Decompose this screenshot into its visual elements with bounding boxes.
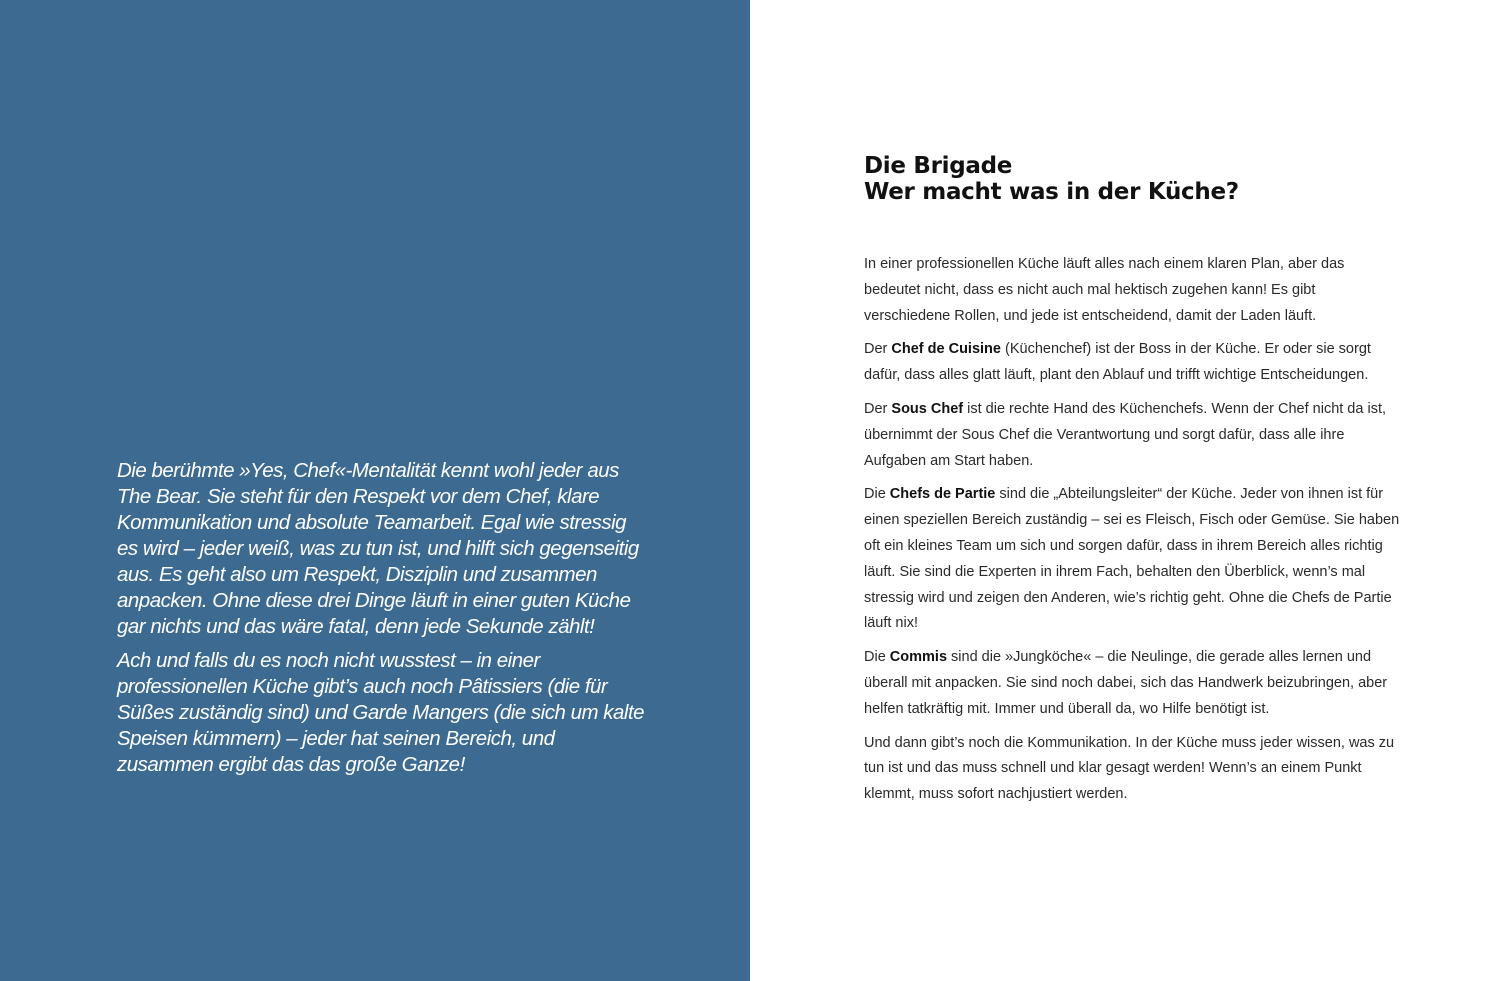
role-term: Commis: [889, 649, 948, 666]
role-prefix: Die: [864, 486, 890, 503]
role-text: ist die rechte Hand des Küchenchefs. Wenn der Chef nicht da ist, übernimmt der Sous Chef die Verantwortung und sorgt dafür, dass alle ihre Aufgaben am Start haben.: [864, 400, 1386, 469]
intro-paragraph: In einer professionellen Küche läuft alles nach einem klaren Plan, aber das bedeutet nicht, dass es nicht auch mal hektisch zugehen kann! Es gibt verschiedene Rollen, und jede ist entscheidend, damit der Laden läuft.: [864, 256, 1345, 324]
closing-paragraph: Und dann gibt’s noch die Kommunikation. In der Küche muss jeder wissen, was zu tun ist und das muss schnell und klar gesagt werden! Wenn’s an einem Punkt klemmt, muss sofort nachjustiert werden.: [864, 734, 1395, 803]
role-prefix: Der: [864, 341, 892, 358]
role-text: sind die »Jungköche« – die Neulinge, die gerade alles lernen und überall mit anpacken. Sie sind noch dabei, sich das Handwerk beizubringen, aber helfen tatkräftig mit. Immer und überall da, wo Hilfe benötigt ist.: [864, 649, 1388, 717]
role-paragraph-chefs-de-partie: [864, 482, 1404, 637]
role-term: Sous Chef: [891, 400, 964, 417]
page-title: [864, 153, 1239, 205]
quote-paragraph-2: Ach und falls du es noch nicht wusstest – in einer professionellen Küche gibt’s auch noch Pâtissiers (die für Süßes zuständig sind) und Garde Mangers (die sich um kalte Speisen kümmern) – jeder hat seinen Bereich, und zusammen ergibt das das große Ganze!: [117, 649, 645, 776]
role-term: Chef de Cuisine: [891, 341, 1001, 358]
role-term: Chefs de Partie: [889, 486, 996, 503]
role-paragraph-sous-chef: [864, 397, 1404, 474]
role-paragraph-chef-de-cuisine: [864, 337, 1404, 389]
page-title-line-1: Die Brigade: [864, 153, 1013, 179]
role-text: (Küchenchef) ist der Boss in der Küche. Er oder sie sorgt dafür, dass alles glatt läuft, plant den Ablauf und trifft wichtige Entscheidungen.: [864, 341, 1371, 384]
quote-paragraph-1: Die berühmte »Yes, Chef«-Mentalität kennt wohl jeder aus The Bear. Sie steht für den Respekt vor dem Chef, klare Kommunikation und absolute Teamarbeit. Egal wie stressig es wird – jeder weiß, was zu tun ist, und hilft sich gegenseitig aus. Es geht also um Respekt, Disziplin und zusammen anpacken. Ohne diese drei Dinge läuft in einer guten Küche gar nichts und das wäre fatal, denn jede Sekunde zählt!: [117, 459, 639, 638]
right-page: [750, 0, 1500, 981]
quote-block: [117, 458, 647, 786]
role-paragraph-commis: [864, 645, 1404, 722]
role-text: sind die „Abteilungsleiter“ der Küche. Jeder von ihnen ist für einen speziellen Bereich zuständig – sei es Fleisch, Fisch oder Gemüse. Sie haben oft ein kleines Team um sich und sorgen dafür, dass in ihrem Bereich alles richtig läuft. Sie sind die Experten in ihrem Fach, behalten den Überblick, wenn’s mal stressig wird und zeigen den Anderen, wie’s richtig geht. Ohne die Chefs de Partie läuft nix!: [864, 486, 1400, 632]
body-text: [864, 252, 1404, 816]
role-prefix: Die: [864, 649, 890, 666]
page-title-line-2: Wer macht was in der Küche?: [864, 179, 1239, 205]
role-prefix: Der: [864, 400, 892, 417]
